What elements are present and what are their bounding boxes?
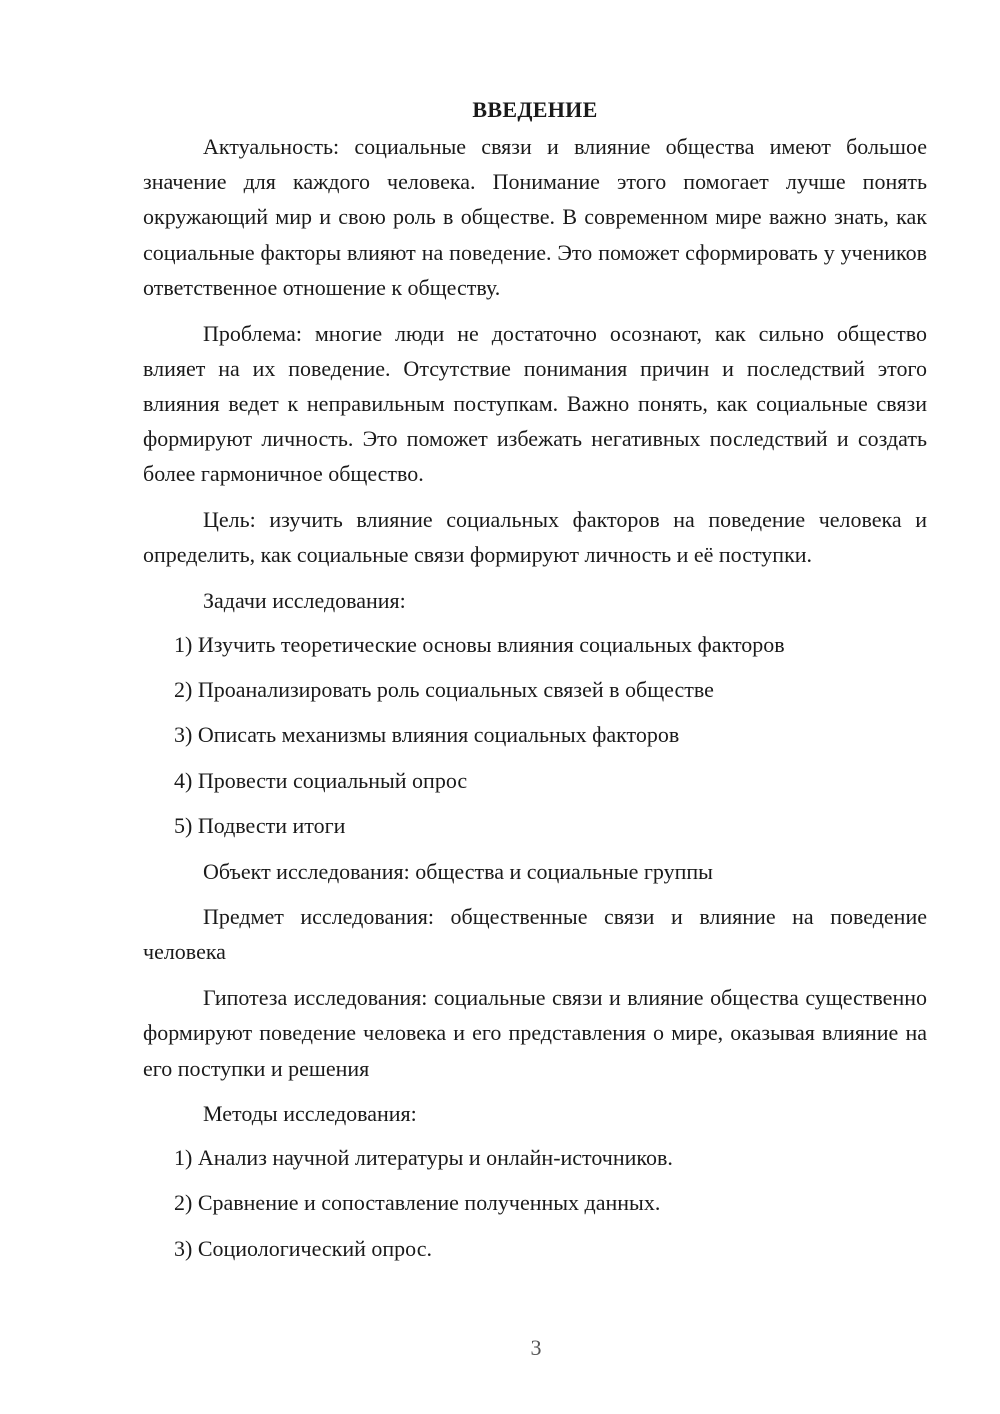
- paragraph-hypothesis: Гипотеза исследования: социальные связи и влияние общества существенно формируют поведение человека и его представления о мире, оказывая влияние на его поступки и решения: [143, 985, 927, 1081]
- section-title: ВВЕДЕНИЕ: [472, 97, 598, 122]
- page-number: 3: [530, 1335, 542, 1360]
- methods-heading: Методы исследования:: [203, 1101, 417, 1127]
- paragraph-goal: Цель: изучить влияние социальных факторов на поведение человека и определить, как социальные связи формируют личность и её поступки.: [143, 507, 927, 568]
- method-item: 1) Анализ научной литературы и онлайн-источников.: [174, 1144, 673, 1170]
- tasks-heading: Задачи исследования:: [203, 587, 406, 613]
- task-item: 1) Изучить теоретические основы влияния социальных факторов: [174, 631, 785, 657]
- method-item: 2) Сравнение и сопоставление полученных данных.: [174, 1190, 661, 1216]
- paragraph-relevance: Актуальность: социальные связи и влияние общества имеют большое значение для каждого человека. Понимание этого помогает лучше понять окружающий мир и свою роль в обществе. В современном мире важно знать, как социальные факторы влияют на поведение. Это поможет сформировать у учеников ответственное отношение к обществу.: [143, 134, 927, 300]
- paragraph-object: Объект исследования: общества и социальные группы: [203, 858, 713, 884]
- method-item: 3) Социологический опрос.: [174, 1235, 432, 1261]
- page-content: [143, 92, 927, 1276]
- paragraph-subject: Предмет исследования: общественные связи и влияние на поведение человека: [143, 904, 927, 965]
- task-item: 5) Подвести итоги: [174, 812, 346, 838]
- task-item: 3) Описать механизмы влияния социальных факторов: [174, 722, 680, 748]
- paragraph-problem: Проблема: многие люди не достаточно осознают, как сильно общество влияет на их поведение. Отсутствие понимания причин и последствий этого влияния ведет к неправильным поступкам. Важно понять, как социальные связи формируют личность. Это поможет избежать негативных последствий и создать более гармоничное общество.: [143, 320, 927, 487]
- task-item: 2) Проанализировать роль социальных связей в обществе: [174, 676, 714, 702]
- task-item: 4) Провести социальный опрос: [174, 767, 468, 793]
